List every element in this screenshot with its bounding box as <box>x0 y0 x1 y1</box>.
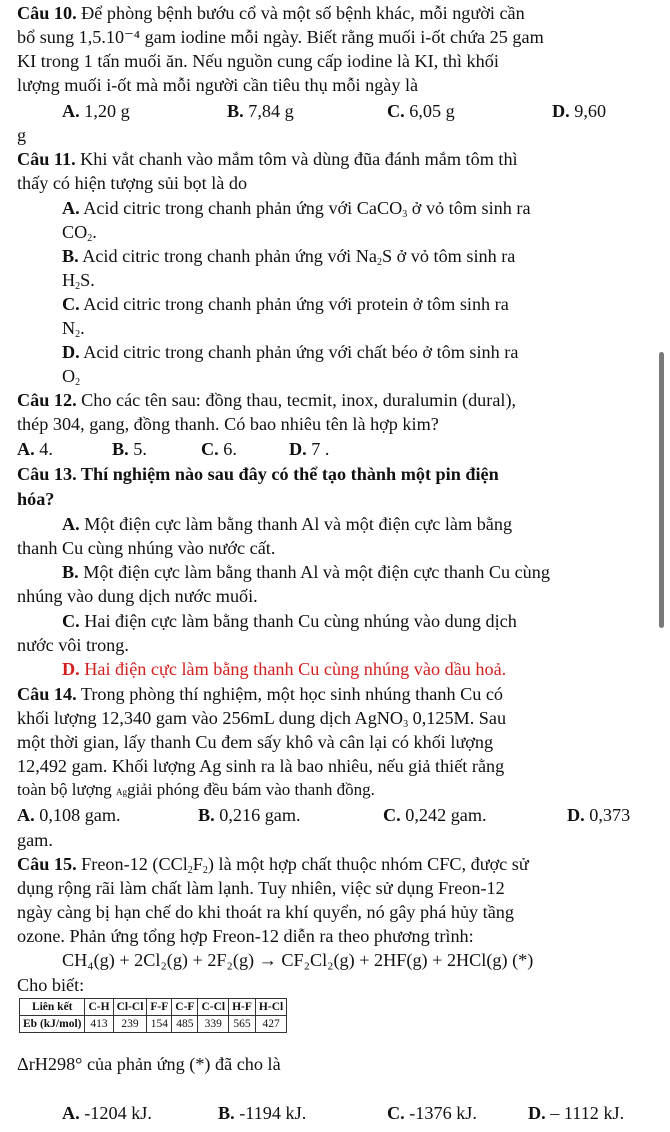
table-cell: 239 <box>113 1016 147 1033</box>
q14-option-d-wrap: gam. <box>17 830 53 850</box>
table-cell: 154 <box>147 1016 172 1033</box>
q13-option-a[interactable]: A. Một điện cực làm bằng thanh Al và một điện cực làm bằng <box>62 514 513 534</box>
q13-option-b-wrap: nhúng vào dung dịch nước muối. <box>17 586 258 606</box>
table-header-cell: C-F <box>172 999 198 1016</box>
q10-option-b[interactable]: B. 7,84 g <box>227 101 294 121</box>
q10-option-a[interactable]: A. 1,20 g <box>62 101 130 121</box>
q14-title: Câu 14. <box>17 684 77 704</box>
q12-option-b[interactable]: B. 5. <box>112 439 147 459</box>
q11-line-2: thấy có hiện tượng sủi bọt là do <box>17 173 248 193</box>
table-header-cell: H-F <box>229 999 256 1016</box>
q14-line-2: khối lượng 12,340 gam vào 256mL dung dịch AgNO$_3$ 0,125M. Sau <box>17 708 507 730</box>
q10-option-d[interactable]: D. 9,60 <box>552 101 607 121</box>
table-row-label: Eb (kJ/mol) <box>20 1016 85 1033</box>
q10-option-d-wrap: g <box>17 125 27 145</box>
table-cell: 565 <box>229 1016 256 1033</box>
q11-option-c-wrap: $N_2$. <box>62 318 85 340</box>
q10-line-4 <box>17 74 418 96</box>
q10-text-2: bổ sung 1,5.10⁻⁴ gam iodine mỗi ngày. Biết rằng muối i-ốt chứa 25 gam <box>17 27 544 47</box>
q13-option-b[interactable]: B. Một điện cực làm bằng thanh Al và một điện cực thanh Cu cùng <box>62 562 550 582</box>
q10-line-1 <box>17 2 525 24</box>
table-row <box>20 1016 287 1033</box>
q12-line-1: Câu 12. Cho các tên sau: đồng thau, tecmit, inox, duralumin (dural), <box>17 390 517 410</box>
q11-option-b-wrap: $H_2S$. <box>62 270 95 292</box>
q11-title: Câu 11. <box>17 149 76 169</box>
q10-line-3 <box>17 50 499 72</box>
table-header-cell: H-Cl <box>255 999 286 1016</box>
q13-option-a-wrap: thanh Cu cùng nhúng vào nước cất. <box>17 538 276 558</box>
q14-line-5: toàn bộ lượng Aggiải phóng đều bám vào thanh đồng. <box>17 780 375 799</box>
table-cell: 427 <box>255 1016 286 1033</box>
q15-option-c[interactable]: C. -1376 kJ. <box>387 1103 477 1123</box>
q10-text-1: Để phòng bệnh bướu cổ và một số bệnh khác, mỗi người cần <box>76 3 525 23</box>
q13-option-d[interactable]: D. Hai điện cực làm bằng thanh Cu cùng nhúng vào dầu hoả. <box>62 659 507 679</box>
q12-title: Câu 12. <box>17 390 77 410</box>
bond-energy-table <box>19 998 287 1033</box>
table-header-cell: C-H <box>85 999 113 1016</box>
q14-line-3: một thời gian, lấy thanh Cu đem sấy khô và cân lại có khối lượng <box>17 732 494 752</box>
q15-option-b[interactable]: B. -1194 kJ. <box>218 1103 307 1123</box>
table-header-row <box>20 999 287 1016</box>
q10-title: Câu 10. <box>17 3 77 23</box>
q14-option-a[interactable]: A. 0,108 gam. <box>17 805 121 825</box>
q12-option-d[interactable]: D. 7 . <box>289 439 330 459</box>
q15-line-1: Câu 15. Freon-12 $(CCl_2F_2)$ là một hợp chất thuộc nhóm CFC, được sử <box>17 854 529 876</box>
q14-option-d[interactable]: D. 0,373 <box>567 805 631 825</box>
q15-title: Câu 15. <box>17 854 77 874</box>
q15-option-a[interactable]: A. -1204 kJ. <box>62 1103 152 1123</box>
q10-line-2 <box>17 26 544 48</box>
table-header-cell: Cl-Cl <box>113 999 147 1016</box>
q10-text-3: KI trong 1 tấn muối ăn. Nếu nguồn cung cấp iodine là KI, thì khối <box>17 51 499 71</box>
q15-delta-line: ΔrH298° của phản ứng (*) đã cho là <box>17 1054 281 1074</box>
q12-option-c[interactable]: C. 6. <box>201 439 237 459</box>
q13-option-c[interactable]: C. Hai điện cực làm bằng thanh Cu cùng nhúng vào dung dịch <box>62 611 517 631</box>
q11-option-d-wrap: $O_2$ <box>62 366 81 388</box>
q13-title-wrap: hóa? <box>17 489 55 509</box>
q15-given: Cho biết: <box>17 975 85 995</box>
q11-line-1: Câu 11. Khi vắt chanh vào mắm tôm và dùng đũa đánh mắm tôm thì <box>17 149 518 169</box>
q15-line-3: ngày càng bị hạn chế do khi thoát ra khí quyển, nó gây phá hủy tầng <box>17 902 514 922</box>
q14-line-4: 12,492 gam. Khối lượng Ag sinh ra là bao nhiêu, nếu giả thiết rằng <box>17 756 505 776</box>
q14-option-b[interactable]: B. 0,216 gam. <box>198 805 301 825</box>
q12-option-a[interactable]: A. 4. <box>17 439 53 459</box>
q12-line-2: thép 304, gang, đồng thanh. Có bao nhiêu tên là hợp kim? <box>17 414 439 434</box>
q14-option-c[interactable]: C. 0,242 gam. <box>383 805 487 825</box>
table-cell: 339 <box>198 1016 229 1033</box>
table-header-cell: F-F <box>147 999 172 1016</box>
q11-option-a[interactable]: A. Acid citric trong chanh phản ứng với CaCO$_3$ ở vỏ tôm sinh ra <box>62 198 531 220</box>
q15-equation: CH₄(g) + 2Cl₂(g) + 2F₂(g) → CF₂Cl₂(g) + 2HF(g) + 2HCl(g) (*) <box>62 950 534 970</box>
q15-option-d[interactable]: D. – 1112 kJ. <box>528 1103 625 1123</box>
q13-title: Câu 13. Thí nghiệm nào sau đây có thể tạo thành một pin điện <box>17 464 499 484</box>
q14-line-1: Câu 14. Trong phòng thí nghiệm, một học sinh nhúng thanh Cu có <box>17 684 504 704</box>
q15-line-4: ozone. Phản ứng tổng hợp Freon-12 diễn ra theo phương trình: <box>17 926 474 946</box>
table-header-cell: Liên kết <box>20 999 85 1016</box>
scrollbar-thumb[interactable] <box>659 352 664 628</box>
q11-option-c[interactable]: C. Acid citric trong chanh phản ứng với protein ở tôm sinh ra <box>62 294 509 314</box>
table-cell: 413 <box>85 1016 113 1033</box>
q11-option-d[interactable]: D. Acid citric trong chanh phản ứng với chất béo ở tôm sinh ra <box>62 342 519 362</box>
q10-text-4: lượng muối i-ốt mà mỗi người cần tiêu thụ mỗi ngày là <box>17 75 419 95</box>
q15-line-2: dụng rộng rãi làm chất làm lạnh. Tuy nhiên, việc sử dụng Freon-12 <box>17 878 505 898</box>
table-cell: 485 <box>172 1016 198 1033</box>
q10-option-c[interactable]: C. 6,05 g <box>387 101 455 121</box>
q11-option-b[interactable]: B. Acid citric trong chanh phản ứng với $Na_2S$ ở vỏ tôm sinh ra <box>62 246 516 268</box>
q13-option-c-wrap: nước vôi trong. <box>17 635 129 655</box>
q11-option-a-wrap: $CO_2$. <box>62 222 97 244</box>
table-header-cell: C-Cl <box>198 999 229 1016</box>
